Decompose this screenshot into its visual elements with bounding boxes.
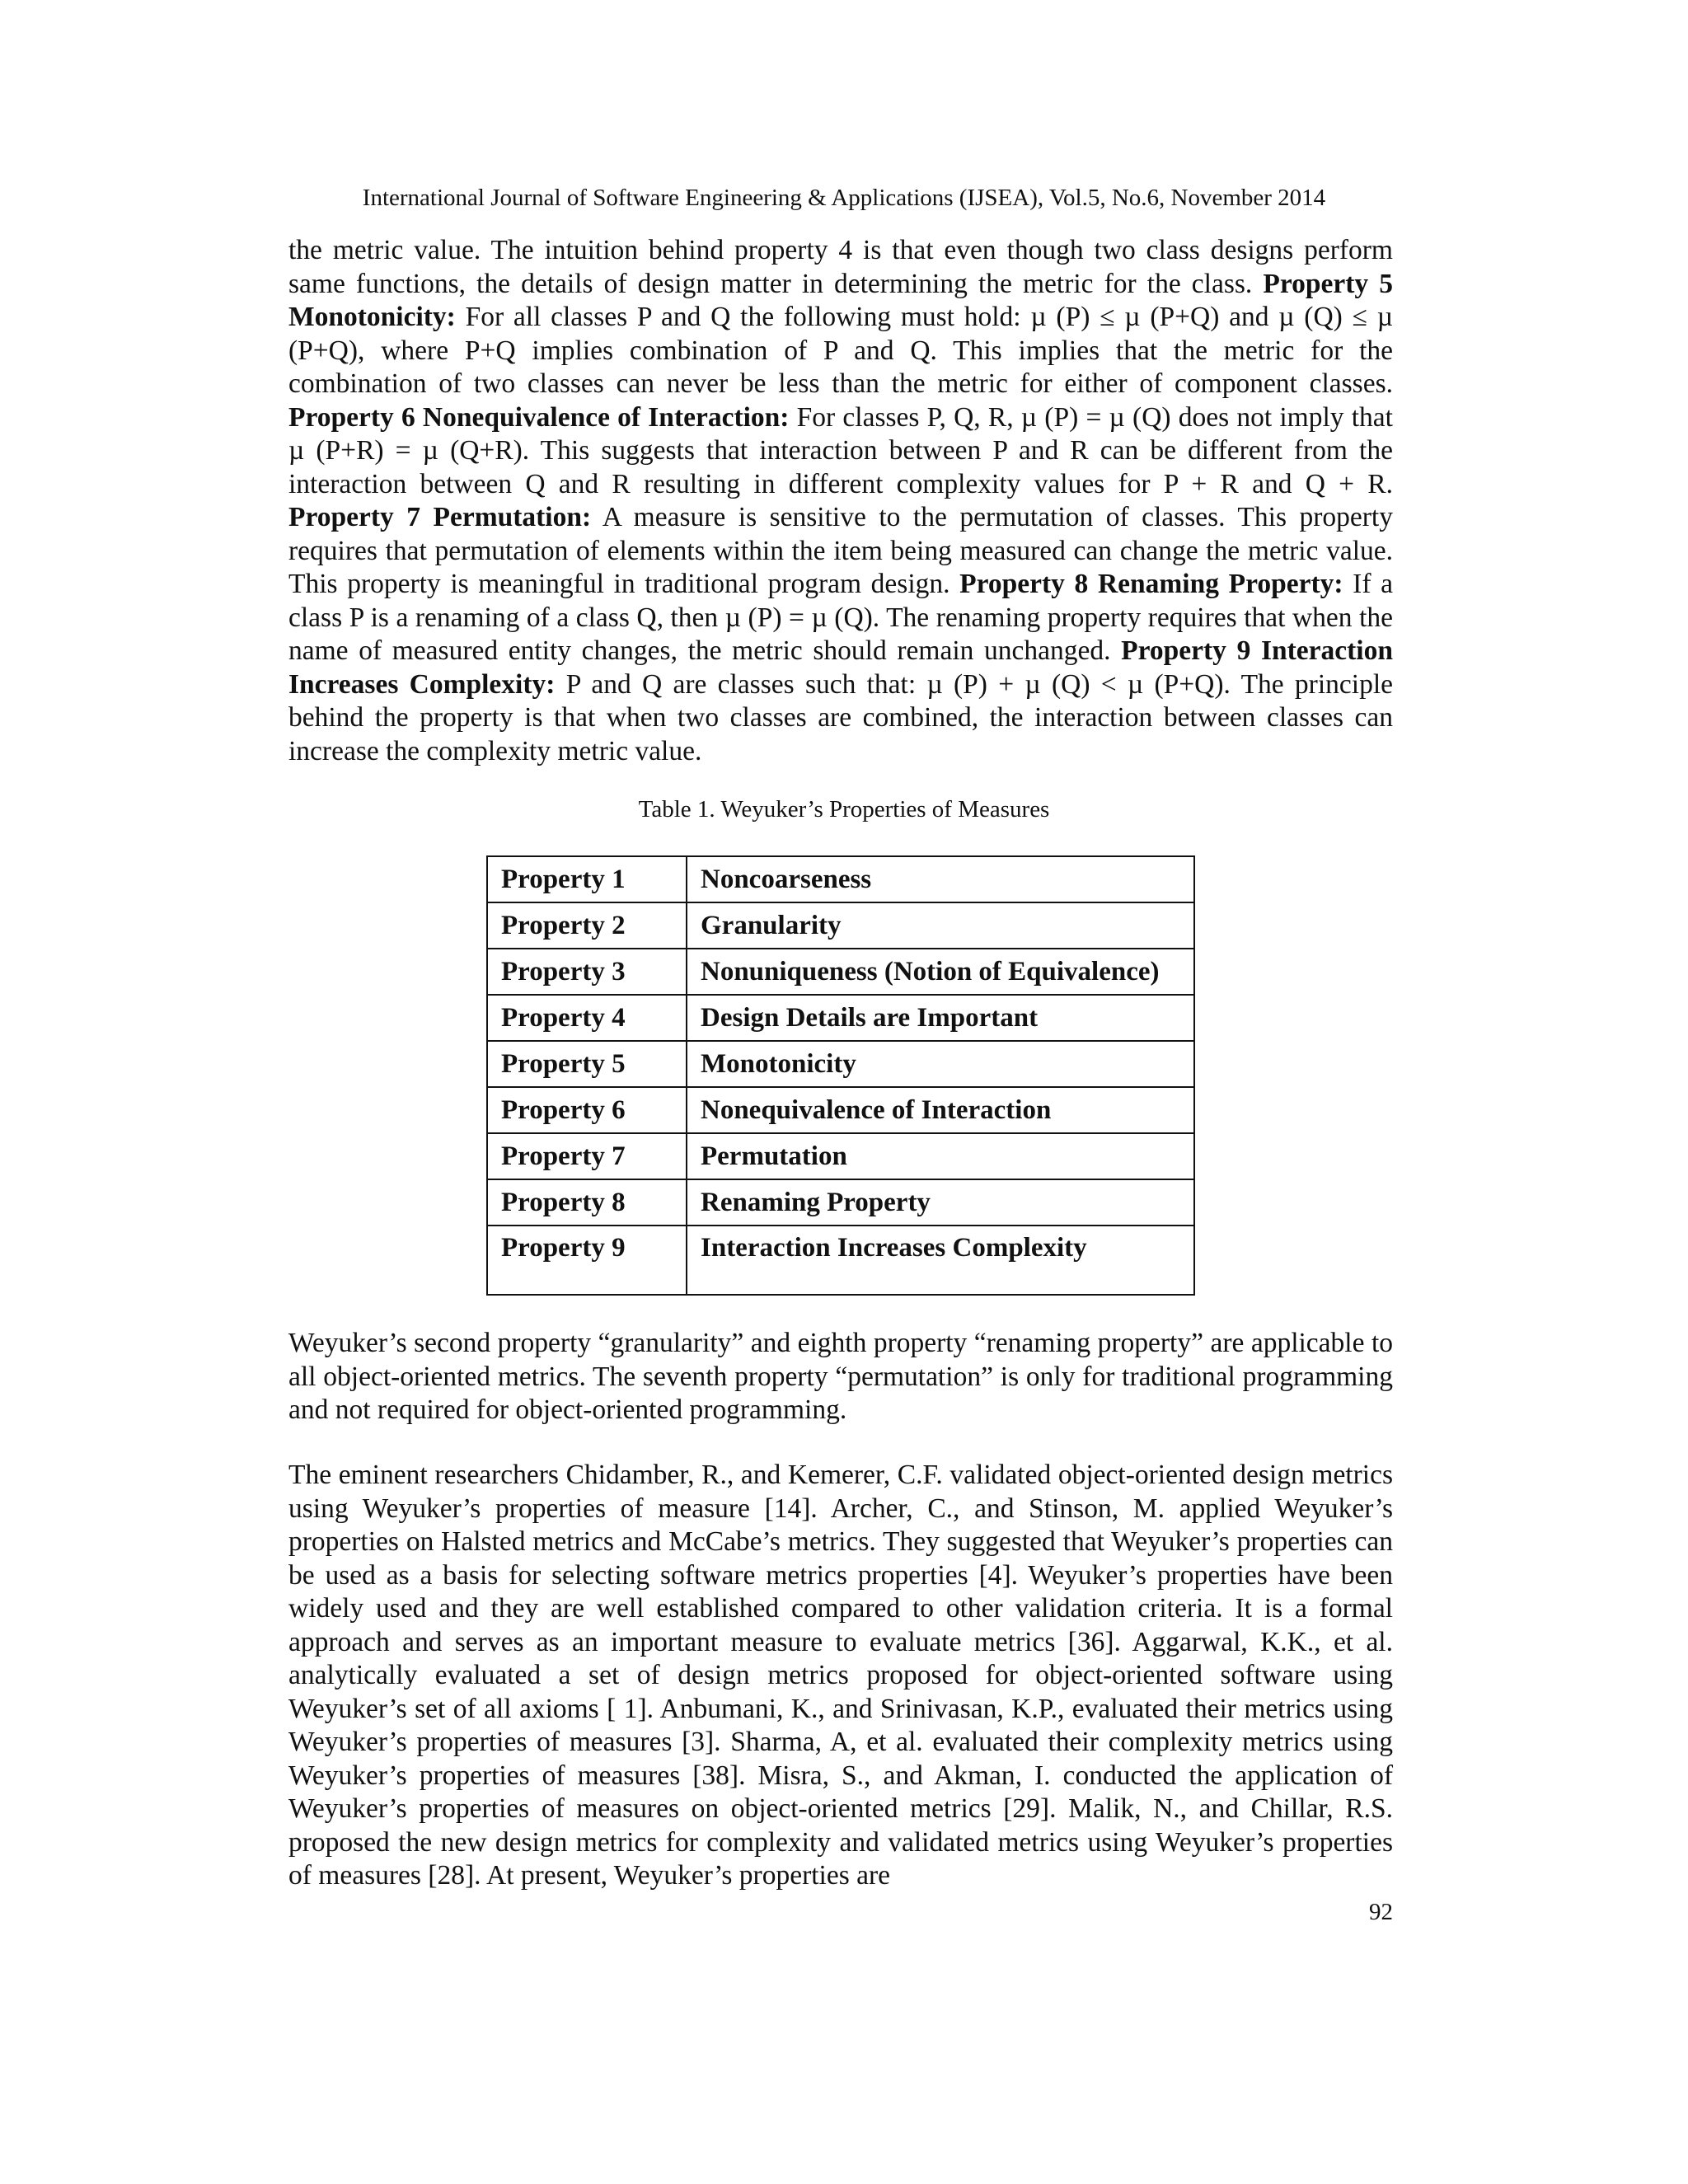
text-segment: If a class P is a renaming of a class Q, then µ (P) = µ (Q). The renaming property requires that when the name of measured entity changes, the metric should remain unchanged.	[288, 569, 1393, 666]
property-number-cell: Property 7	[487, 1133, 687, 1179]
property-name-cell: Granularity	[687, 902, 1194, 949]
property-number-cell: Property 5	[487, 1041, 687, 1087]
page-number: 92	[1369, 1899, 1393, 1925]
body-paragraph-related-work: The eminent researchers Chidamber, R., and Kemerer, C.F. validated object-oriented design metrics using Weyuker’s properties of measure [14]. Archer, C., and Stinson, M. applied Weyuker’s properties on Halsted metrics and McCabe’s metrics. They suggested that Weyuker’s properties can be used as a basis for selecting software metrics properties [4]. Weyuker’s properties have been widely used and they are well established compared to other validation criteria. It is a formal approach and serves as an important measure to evaluate metrics [36]. Aggarwal, K.K., et al. analytically evaluated a set of design metrics proposed for object-oriented software using Weyuker’s set of all axioms [ 1]. Anbumani, K., and Srinivasan, K.P., evaluated their metrics using Weyuker’s properties of measures [3]. Sharma, A, et al. evaluated their complexity metrics using Weyuker’s properties of measures [38]. Misra, S., and Akman, I. conducted the application of Weyuker’s properties of measures on object-oriented metrics [29]. Malik, N., and Chillar, R.S. proposed the new design metrics for complexity and validated metrics using Weyuker’s properties of measures [28]. At present, Weyuker’s properties are	[288, 1460, 1393, 1891]
property-name-cell: Monotonicity	[687, 1041, 1194, 1087]
heading-property-5: Property 5 Monotonicity:	[288, 268, 1393, 332]
table-row	[487, 1226, 1194, 1295]
property-name-cell: Noncoarseness	[687, 856, 1194, 902]
property-number-cell: Property 3	[487, 949, 687, 995]
property-name-cell: Design Details are Important	[687, 995, 1194, 1041]
table-row	[487, 1133, 1194, 1179]
property-number-cell: Property 6	[487, 1087, 687, 1133]
heading-property-8: Property 8 Renaming Property:	[959, 569, 1343, 599]
property-name-cell: Permutation	[687, 1133, 1194, 1179]
table-caption: Table 1. Weyuker’s Properties of Measures	[638, 796, 1050, 823]
property-name-cell: Renaming Property	[687, 1179, 1194, 1226]
heading-property-6: Property 6 Nonequivalence of Interaction:	[288, 401, 790, 433]
body-paragraph-properties	[288, 234, 1393, 768]
table-row	[487, 949, 1194, 995]
table-row	[487, 1179, 1194, 1226]
table-row	[487, 856, 1194, 902]
text-segment: For classes P, Q, R, µ (P) = µ (Q) does not imply that µ (P+R) = µ (Q+R). This suggests that interaction between P and R can be different from the interaction between Q and R resulting in different complexity values for P + R and Q + R.	[288, 401, 1393, 499]
table-row	[487, 902, 1194, 949]
property-number-cell: Property 1	[487, 856, 687, 902]
properties-table	[486, 855, 1195, 1296]
property-number-cell: Property 2	[487, 902, 687, 949]
running-header: International Journal of Software Engineering & Applications (IJSEA), Vol.5, No.6, November 2014	[362, 185, 1326, 211]
text-segment: P and Q are classes such that: µ (P) + µ (Q) < µ (P+Q). The principle behind the property is that when two classes are combined, the interaction between classes can increase the complexity metric value.	[288, 668, 1393, 766]
text-segment: For all classes P and Q the following must hold: µ (P) ≤ µ (P+Q) and µ (Q) ≤ µ (P+Q), where P+Q implies combination of P and Q. This implies that the metric for the combination of two classes can never be less than the metric for either of component classes.	[288, 302, 1393, 399]
property-name-cell: Interaction Increases Complexity	[687, 1226, 1194, 1295]
table-row	[487, 1087, 1194, 1133]
property-number-cell: Property 9	[487, 1226, 687, 1295]
table-row	[487, 995, 1194, 1041]
heading-property-9: Property 9 Interaction Increases Complexity:	[288, 635, 1393, 700]
property-name-cell: Nonuniqueness (Notion of Equivalence)	[687, 949, 1194, 995]
property-number-cell: Property 4	[487, 995, 687, 1041]
text-segment: A measure is sensitive to the permutation of classes. This property requires that permutation of elements within the item being measured can change the metric value. This property is meaningful in traditional program design.	[288, 502, 1393, 599]
property-number-cell: Property 8	[487, 1179, 687, 1226]
property-name-cell: Nonequivalence of Interaction	[687, 1087, 1194, 1133]
body-paragraph-applicability: Weyuker’s second property “granularity” and eighth property “renaming property” are applicable to all object-oriented metrics. The seventh property “permutation” is only for traditional programming and not required for object-oriented programming.	[288, 1328, 1393, 1425]
table-row	[487, 1041, 1194, 1087]
text-segment: the metric value. The intuition behind property 4 is that even though two class designs perform same functions, the details of design matter in determining the metric for the class.	[288, 235, 1393, 299]
heading-property-7: Property 7 Permutation:	[288, 502, 592, 532]
